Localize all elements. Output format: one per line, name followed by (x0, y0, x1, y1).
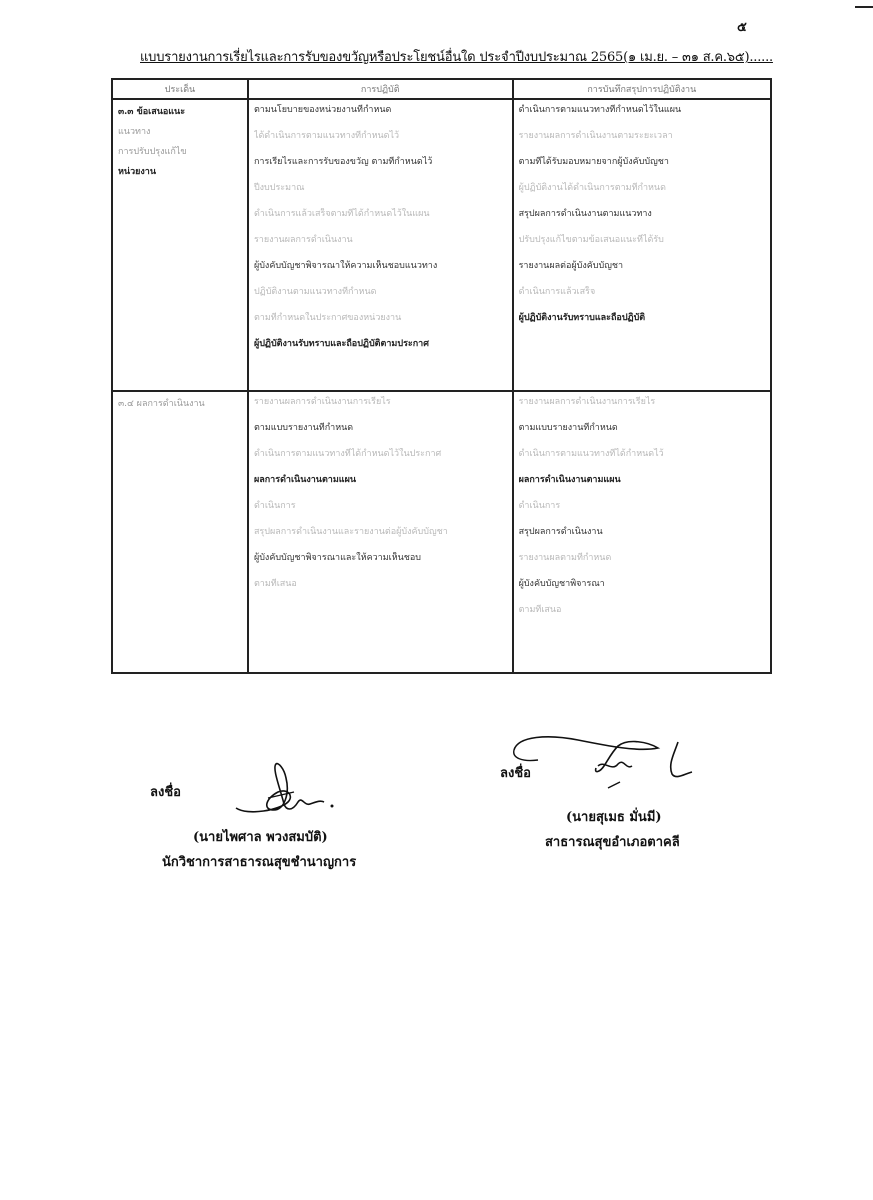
summary-line: ตามที่ได้รับมอบหมายจากผู้บังคับบัญชา (518, 157, 669, 167)
summary-line: ผู้ปฏิบัติงานได้ดำเนินการตามที่กำหนด (518, 183, 666, 193)
left-signer-name: (นายไพศาล พวงสมบัติ) (193, 830, 328, 845)
topic-line: การปรับปรุงแก้ไข (118, 147, 187, 157)
table-header-row (112, 79, 771, 99)
practice-line: ผู้บังคับบัญชาพิจารณาและให้ความเห็นชอบ (253, 553, 422, 563)
summary-line: ดำเนินการตามแนวทางที่ได้กำหนดไว้ (518, 449, 664, 459)
topic-line: แนวทาง (118, 127, 151, 137)
practice-line: ตามที่เสนอ (253, 579, 297, 589)
page-number: ๕ (737, 20, 747, 35)
practice-line: ผู้บังคับบัญชาพิจารณาให้ความเห็นชอบแนวทาง (253, 261, 438, 271)
right-signature-image (508, 730, 698, 805)
summary-cell (513, 391, 771, 673)
practice-cell (248, 391, 513, 673)
summary-line: สรุปผลการดำเนินงานตามแนวทาง (518, 209, 652, 219)
topic-line: หน่วยงาน (118, 167, 157, 177)
practice-line: ปีงบประมาณ (253, 183, 305, 193)
summary-line: รายงานผลต่อผู้บังคับบัญชา (518, 261, 624, 271)
report-table (111, 78, 772, 674)
summary-line: ตามแบบรายงานที่กำหนด (518, 423, 618, 433)
summary-cell (513, 99, 771, 391)
summary-line: รายงานผลตามที่กำหนด (518, 553, 612, 563)
summary-line: ตามที่เสนอ (518, 605, 562, 615)
summary-line: ปรับปรุงแก้ไขตามข้อเสนอแนะที่ได้รับ (518, 235, 664, 245)
report-title: แบบรายงานการเรี่ยไรและการรับของขวัญหรือประโยชน์อื่นใด ประจำปีงบประมาณ 2565(๑ เม.ย. – ๓๑ ส.ค.๖๕)...... (140, 50, 773, 65)
summary-line: ดำเนินการตามแนวทางที่กำหนดไว้ในแผน (518, 105, 682, 115)
practice-line: ตามแบบรายงานที่กำหนด (253, 423, 354, 433)
practice-line: การเรี่ยไรและการรับของขวัญ ตามที่กำหนดไว้ (253, 157, 433, 167)
summary-line: ดำเนินการแล้วเสร็จ (518, 287, 596, 297)
header-summary: การบันทึกสรุปการปฏิบัติงาน (513, 79, 771, 99)
table-row (112, 391, 771, 673)
practice-line: ผลการดำเนินงานตามแผน (253, 475, 357, 485)
summary-line: ดำเนินการ (518, 501, 561, 511)
left-sign-label: ลงชื่อ (150, 785, 181, 800)
right-signer-name: (นายสุเมธ มั่นมี) (566, 810, 662, 825)
topic-title: ๓.๓ ข้อเสนอแนะ (118, 107, 186, 117)
practice-line: ตามที่กำหนดในประกาศของหน่วยงาน (253, 313, 402, 323)
scan-edge-mark (855, 0, 873, 8)
summary-line: ผู้ปฏิบัติงานรับทราบและถือปฏิบัติ (518, 313, 646, 323)
practice-cell (248, 99, 513, 391)
topic-cell (112, 99, 248, 391)
left-signer-position: นักวิชาการสาธารณสุขชำนาญการ (162, 855, 357, 870)
summary-line: ผู้บังคับบัญชาพิจารณา (518, 579, 605, 589)
practice-line: ดำเนินการตามแนวทางที่ได้กำหนดไว้ในประกาศ (253, 449, 442, 459)
practice-line: ดำเนินการแล้วเสร็จตามที่ได้กำหนดไว้ในแผน (253, 209, 430, 219)
table-row (112, 99, 771, 391)
practice-line: ได้ดำเนินการตามแนวทางที่กำหนดไว้ (253, 131, 400, 141)
summary-line: สรุปผลการดำเนินงาน (518, 527, 603, 537)
topic-title: ๓.๔ ผลการดำเนินงาน (118, 399, 205, 409)
header-topic: ประเด็น (112, 79, 248, 99)
right-signer-position: สาธารณสุขอำเภอตาคลี (545, 835, 680, 850)
summary-line: ผลการดำเนินงานตามแผน (518, 475, 621, 485)
header-practice: การปฏิบัติ (248, 79, 513, 99)
practice-line: รายงานผลการดำเนินงาน (253, 235, 353, 245)
practice-line: ดำเนินการ (253, 501, 296, 511)
practice-line: สรุปผลการดำเนินงานและรายงานต่อผู้บังคับบัญชา (253, 527, 448, 537)
practice-line: รายงานผลการดำเนินงานการเรี่ยไร (253, 397, 391, 407)
practice-line: ตามนโยบายของหน่วยงานที่กำหนด (253, 105, 392, 115)
right-sign-label: ลงชื่อ (500, 766, 531, 781)
summary-line: รายงานผลการดำเนินงานการเรี่ยไร (518, 397, 656, 407)
practice-line: ผู้ปฏิบัติงานรับทราบและถือปฏิบัติตามประกาศ (253, 339, 429, 349)
left-signature-image (228, 758, 338, 820)
topic-cell (112, 391, 248, 673)
summary-line: รายงานผลการดำเนินงานตามระยะเวลา (518, 131, 673, 141)
practice-line: ปฏิบัติงานตามแนวทางที่กำหนด (253, 287, 377, 297)
